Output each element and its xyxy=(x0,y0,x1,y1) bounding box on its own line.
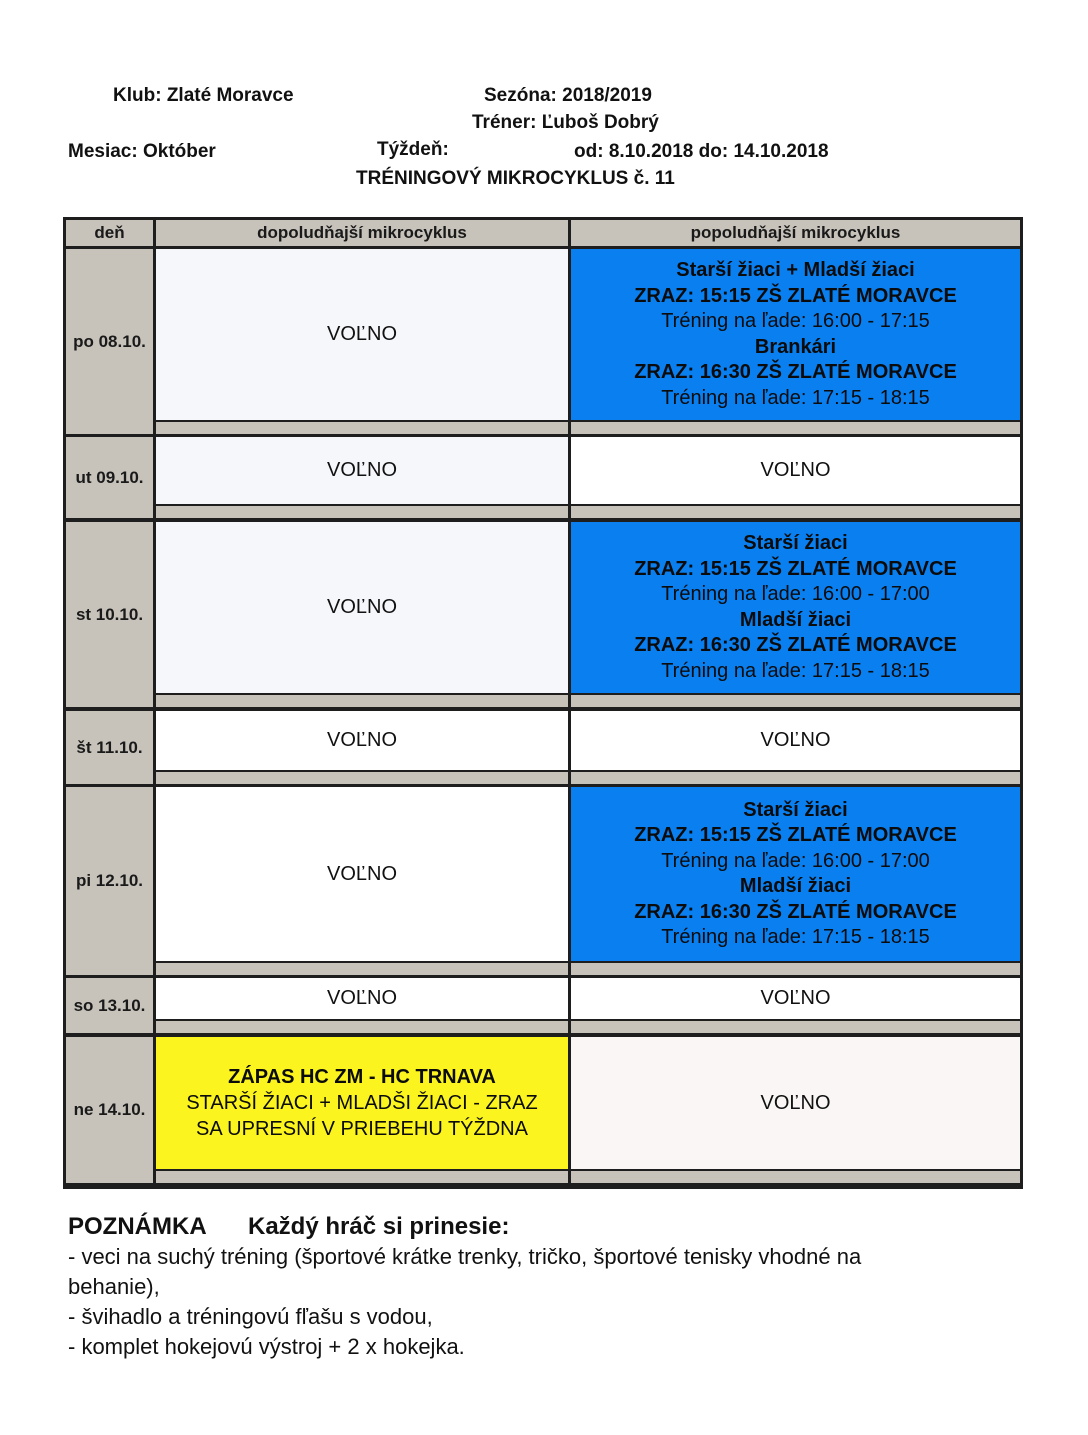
training-line: Tréning na ľade: 16:00 - 17:15 xyxy=(661,310,930,332)
note-line: - švihadlo a tréningovú fľašu s vodou, xyxy=(68,1304,433,1329)
row-separator xyxy=(571,695,1020,707)
afternoon-cell xyxy=(571,711,1020,770)
coach-label: Tréner: Ľuboš Dobrý xyxy=(472,112,659,133)
training-line: Starší žiaci xyxy=(743,532,848,554)
match-cell xyxy=(156,1037,568,1169)
day-cell: st 10.10. xyxy=(66,522,153,707)
free-label: VOĽNO xyxy=(326,459,398,481)
row-separator xyxy=(571,963,1020,975)
free-label: VOĽNO xyxy=(326,729,398,751)
schedule-table xyxy=(63,217,1023,1189)
training-cell xyxy=(571,522,1020,693)
training-cell xyxy=(571,249,1020,420)
row-separator xyxy=(571,772,1020,784)
training-line: ZRAZ: 15:15 ZŠ ZLATÉ MORAVCE xyxy=(634,824,957,846)
row-separator xyxy=(156,695,568,707)
note-line: behanie), xyxy=(68,1274,160,1299)
training-line: Tréning na ľade: 16:00 - 17:00 xyxy=(661,583,930,605)
match-line: ZÁPAS HC ZM - HC TRNAVA xyxy=(228,1066,496,1088)
training-line: Tréning na ľade: 16:00 - 17:00 xyxy=(661,849,930,872)
morning-cell xyxy=(156,978,568,1019)
day-cell: ne 14.10. xyxy=(66,1037,153,1183)
free-label: VOĽNO xyxy=(760,459,831,481)
row-separator xyxy=(571,506,1020,518)
free-label: VOĽNO xyxy=(326,323,398,345)
free-label: VOĽNO xyxy=(326,596,398,618)
training-line: Mladší žiaci xyxy=(739,608,852,631)
day-cell: št 11.10. xyxy=(66,711,153,784)
row-separator xyxy=(156,963,568,975)
day-cell: ut 09.10. xyxy=(66,437,153,518)
training-line: Starší žiaci + Mladší žiaci xyxy=(676,259,915,281)
day-cell: pi 12.10. xyxy=(66,787,153,975)
row-separator xyxy=(571,422,1020,434)
row-separator xyxy=(156,1171,568,1183)
day-cell: so 13.10. xyxy=(66,978,153,1033)
training-line: Mladší žiaci xyxy=(739,875,852,897)
month-label: Mesiac: Október xyxy=(68,141,216,162)
free-label: VOĽNO xyxy=(326,862,398,885)
free-label: VOĽNO xyxy=(326,987,398,1009)
row-separator xyxy=(571,1021,1020,1033)
training-line: Tréning na ľade: 17:15 - 18:15 xyxy=(661,659,930,682)
row-separator xyxy=(571,1171,1020,1183)
training-cell xyxy=(571,787,1020,961)
morning-cell xyxy=(156,249,568,420)
morning-cell xyxy=(156,787,568,961)
training-line: ZRAZ: 16:30 ZŠ ZLATÉ MORAVCE xyxy=(634,361,957,383)
row-separator xyxy=(156,422,568,434)
free-label: VOĽNO xyxy=(760,729,831,751)
day-cell: po 08.10. xyxy=(66,249,153,434)
column-header-day: deň xyxy=(66,220,153,246)
afternoon-cell xyxy=(571,437,1020,504)
training-line: Brankári xyxy=(754,335,837,358)
training-line: ZRAZ: 15:15 ZŠ ZLATÉ MORAVCE xyxy=(634,557,957,580)
note-section xyxy=(68,1212,1048,1362)
training-line: Tréning na ľade: 17:15 - 18:15 xyxy=(661,386,930,409)
afternoon-cell xyxy=(571,1037,1020,1169)
column-header-afternoon: popoludňajší mikrocyklus xyxy=(571,220,1020,246)
note-line: - veci na suchý tréning (športové krátke trenky, tričko, športové tenisky vhodné na xyxy=(68,1244,862,1269)
free-label: VOĽNO xyxy=(760,987,831,1009)
page-title: TRÉNINGOVÝ MIKROCYKLUS č. 11 xyxy=(356,168,675,189)
note-heading: Každý hráč si prinesie: xyxy=(248,1213,510,1240)
note-line: - komplet hokejovú výstroj + 2 x hokejka. xyxy=(68,1334,465,1359)
match-line: SA UPRESNÍ V PRIEBEHU TÝŽDNA xyxy=(196,1118,528,1140)
afternoon-cell xyxy=(571,978,1020,1019)
row-separator xyxy=(156,772,568,784)
season-label: Sezóna: 2018/2019 xyxy=(484,85,652,106)
column-header-morning: dopoludňajší mikrocyklus xyxy=(156,220,568,246)
morning-cell xyxy=(156,437,568,504)
training-line: ZRAZ: 15:15 ZŠ ZLATÉ MORAVCE xyxy=(634,284,957,307)
free-label: VOĽNO xyxy=(760,1091,831,1114)
note-label: POZNÁMKA xyxy=(68,1213,207,1240)
training-line: Tréning na ľade: 17:15 - 18:15 xyxy=(661,926,930,948)
row-separator xyxy=(156,506,568,518)
week-label: Týždeň: xyxy=(377,139,449,160)
training-line: Starší žiaci xyxy=(743,798,848,821)
morning-cell xyxy=(156,522,568,693)
club-label: Klub: Zlaté Moravce xyxy=(113,85,294,106)
training-line: ZRAZ: 16:30 ZŠ ZLATÉ MORAVCE xyxy=(634,634,957,656)
row-separator xyxy=(156,1021,568,1033)
morning-cell xyxy=(156,711,568,770)
match-line: STARŠÍ ŽIACI + MLADŠI ŽIACI - ZRAZ xyxy=(186,1092,538,1114)
training-line: ZRAZ: 16:30 ZŠ ZLATÉ MORAVCE xyxy=(634,900,957,923)
week-range: od: 8.10.2018 do: 14.10.2018 xyxy=(574,141,829,162)
